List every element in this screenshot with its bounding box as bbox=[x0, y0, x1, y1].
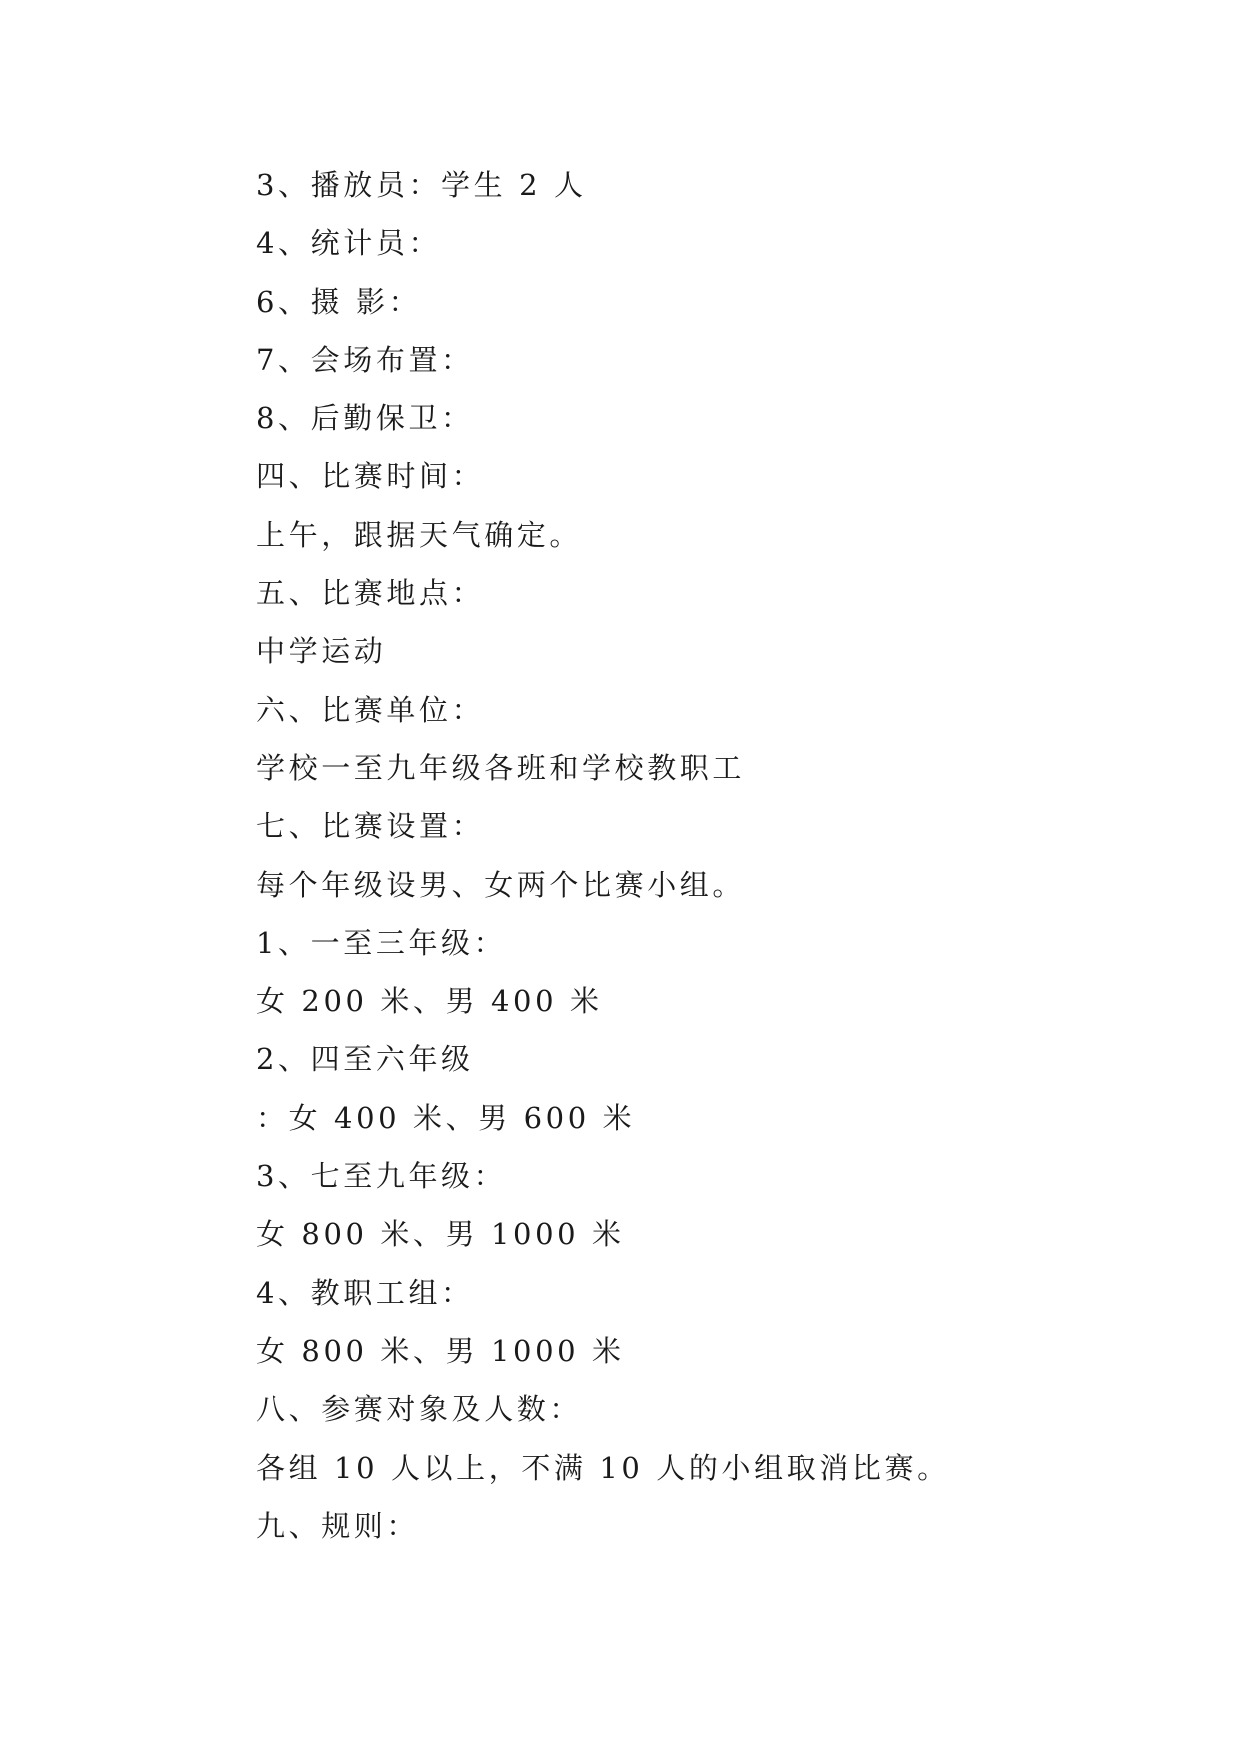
text-line-broadcaster: 3、播放员：学生 2 人 bbox=[256, 168, 587, 202]
text-line-grades-7-9-distances: 女 800 米、男 1000 米 bbox=[256, 1217, 625, 1252]
text-line-time-detail: 上午，跟据天气确定。 bbox=[256, 517, 583, 552]
text-line-units-detail: 学校一至九年级各班和学校教职工 bbox=[256, 750, 746, 785]
text-line-grades-7-9: 3、七至九年级： bbox=[256, 1159, 507, 1194]
text-line-grades-4-6: 2、四至六年级 bbox=[256, 1042, 474, 1077]
section-heading-participants: 八、参赛对象及人数： bbox=[256, 1392, 583, 1427]
text-line-venue-detail: 中学运动 bbox=[256, 634, 387, 669]
text-line-grades-1-3: 1、一至三年级： bbox=[256, 925, 507, 960]
section-heading-rules: 九、规则： bbox=[256, 1508, 420, 1543]
text-line-staff-distances: 女 800 米、男 1000 米 bbox=[256, 1333, 625, 1368]
text-line-staff-group: 4、教职工组： bbox=[256, 1275, 474, 1310]
text-line-logistics-security: 8、后勤保卫： bbox=[256, 401, 474, 436]
section-heading-competition-setup: 七、比赛设置： bbox=[256, 809, 485, 844]
text-line-photography: 6、摄 影： bbox=[256, 284, 422, 319]
section-heading-competition-time: 四、比赛时间： bbox=[256, 459, 485, 494]
text-line-setup-detail: 每个年级设男、女两个比赛小组。 bbox=[256, 867, 746, 902]
text-line-grades-4-6-distances: ：女 400 米、男 600 米 bbox=[256, 1100, 636, 1135]
section-heading-participating-units: 六、比赛单位： bbox=[256, 692, 485, 727]
text-line-participants-detail: 各组 10 人以上，不满 10 人的小组取消比赛。 bbox=[256, 1450, 950, 1485]
document-body bbox=[256, 156, 1016, 1555]
text-line-venue-setup: 7、会场布置： bbox=[256, 342, 474, 377]
section-heading-competition-venue: 五、比赛地点： bbox=[256, 576, 485, 611]
text-line-grades-1-3-distances: 女 200 米、男 400 米 bbox=[256, 984, 603, 1019]
text-line-statistician: 4、统计员： bbox=[256, 226, 442, 261]
